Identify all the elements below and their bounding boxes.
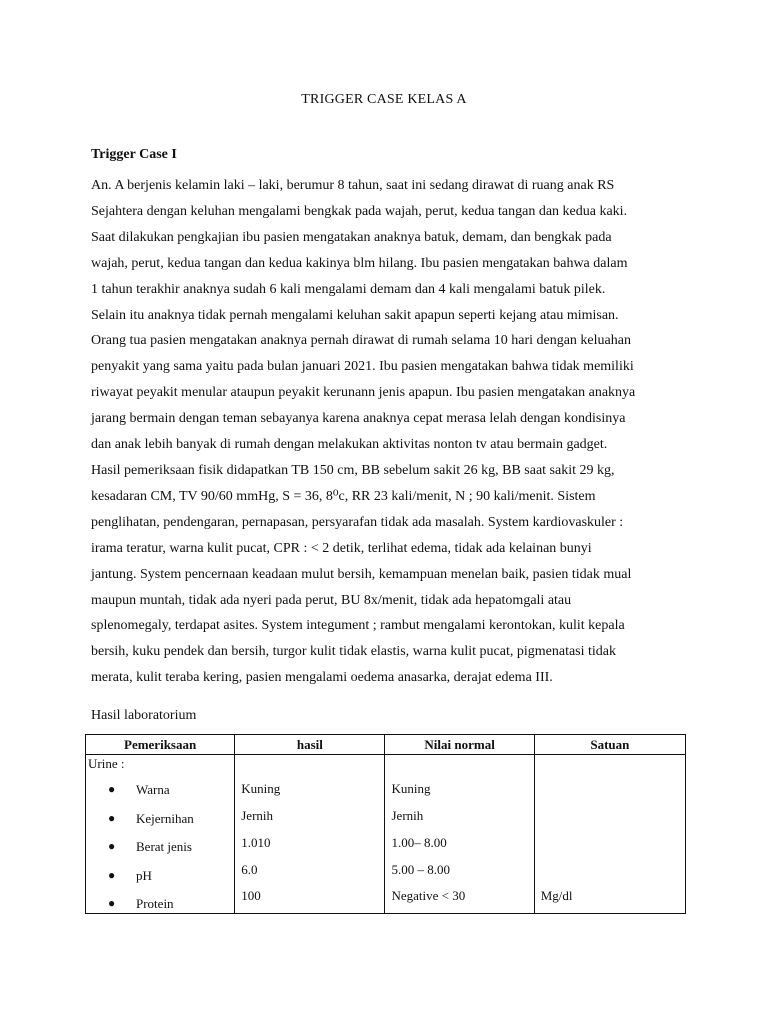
header-pemeriksaan: Pemeriksaan: [86, 735, 235, 755]
test-column-cell: [86, 755, 235, 914]
normal-value: Jernih: [391, 808, 424, 823]
paragraph-line: splenomegaly, terdapat asites. System integument ; rambut mengalami kerontokan, kulit kepala: [91, 618, 625, 634]
table-header-row: [86, 735, 686, 755]
paragraph-line: Selain itu anaknya tidak pernah mengalami keluhan sakit apapun seperti kejang atau mimisan.: [91, 307, 619, 323]
normal-value: 5.00 – 8.00: [391, 862, 450, 877]
paragraph-line: An. A berjenis kelamin laki – laki, berumur 8 tahun, saat ini sedang dirawat di ruang anak RS: [91, 178, 615, 193]
unit-column-cell: [534, 755, 685, 914]
paragraph-line: bersih, kuku pendek dan bersih, turgor kulit tidak elastis, warna kulit pucat, pigmenatasi tidak: [91, 644, 617, 660]
case-heading: Trigger Case I: [91, 147, 177, 162]
case-paragraph: [91, 173, 685, 691]
paragraph-line: wajah, perut, kedua tangan dan kedua kakinya blm hilang. Ibu pasien mengatakan bahwa dalam: [91, 255, 628, 271]
paragraph-line: 1 tahun terakhir anaknya sudah 6 kali mengalami demam dan 4 kali mengalami batuk pilek.: [91, 281, 606, 297]
result-column-cell: [235, 755, 385, 914]
paragraph-line: irama teratur, warna kulit pucat, CPR : < 2 detik, terlihat edema, tidak ada kelainan bunyi: [91, 540, 592, 556]
paragraph-line: penyakit yang sama yaitu pada bulan januari 2021. Ibu pasien mengatakan bahwa tidak memiliki: [91, 359, 634, 375]
paragraph-line: penglihatan, pendengaran, pernapasan, persyarafan tidak ada masalah. System kardiovaskuler :: [91, 514, 624, 530]
test-name: Kejernihan: [136, 811, 194, 826]
table-row: [86, 755, 686, 914]
paragraph-line: Saat dilakukan pengkajian ibu pasien mengatakan anaknya batuk, demam, dan bengkak pada: [91, 229, 612, 245]
header-nilai-normal: Nilai normal: [385, 735, 534, 755]
unit-value: Mg/dl: [540, 888, 573, 903]
paragraph-line: dan anak lebih banyak di rumah dengan melakukan aktivitas nonton tv atau bermain gadget.: [91, 437, 608, 453]
bullet-icon: ●: [108, 782, 116, 796]
document-title: TRIGGER CASE KELAS A: [301, 92, 467, 107]
normal-value: Kuning: [391, 781, 431, 796]
lab-results-table: [85, 734, 686, 914]
paragraph-line: Orang tua pasien mengatakan anaknya pernah dirawat di rumah selama 10 hari dengan keluahan: [91, 333, 631, 349]
bullet-icon: ●: [108, 868, 116, 882]
paragraph-line: jarang bermain dengan teman sebayanya karena anaknya cepat merasa lelah dengan kondisinya: [91, 411, 626, 427]
paragraph-line: merata, kulit teraba kering, pasien mengalami oedema anasarka, derajat edema III.: [91, 670, 553, 686]
urine-group-label: Urine :: [88, 756, 125, 771]
result-value: Kuning: [241, 781, 281, 796]
paragraph-line: riwayat peyakit menular ataupun peyakit kerunann jenis apapun. Ibu pasien mengatakan anaknya: [91, 385, 636, 401]
header-hasil: hasil: [235, 735, 385, 755]
paragraph-line: Hasil pemeriksaan fisik didapatkan TB 150 cm, BB sebelum sakit 26 kg, BB saat sakit 29 kg,: [91, 462, 615, 478]
paragraph-line: Sejahtera dengan keluhan mengalami bengkak pada wajah, perut, kedua tangan dan kedua kaki.: [91, 203, 628, 219]
paragraph-line: jantung. System pencernaan keadaan mulut bersih, kemampuan menelan baik, pasien tidak mual: [91, 566, 632, 582]
result-value: 6.0: [241, 862, 258, 877]
normal-column-cell: [385, 755, 534, 914]
result-value: 1.010: [241, 835, 271, 850]
normal-value: 1.00– 8.00: [391, 835, 447, 850]
bullet-icon: ●: [108, 811, 116, 825]
bullet-icon: ●: [108, 839, 116, 853]
test-name: Protein: [136, 896, 174, 911]
header-satuan: Satuan: [534, 735, 685, 755]
paragraph-line: maupun muntah, tidak ada nyeri pada perut, BU 8x/menit, tidak ada hepatomgali atau: [91, 592, 572, 608]
normal-value: Negative < 30: [391, 888, 466, 903]
paragraph-line: kesadaran CM, TV 90/60 mmHg, S = 36, 8⁰c, RR 23 kali/menit, N ; 90 kali/menit. Sistem: [91, 488, 596, 504]
test-name: Warna: [136, 782, 170, 797]
lab-heading: Hasil laboratorium: [91, 708, 197, 723]
test-name: pH: [136, 868, 152, 883]
test-name: Berat jenis: [136, 839, 192, 854]
bullet-icon: ●: [108, 896, 116, 910]
result-value: Jernih: [241, 808, 274, 823]
result-value: 100: [241, 888, 261, 903]
